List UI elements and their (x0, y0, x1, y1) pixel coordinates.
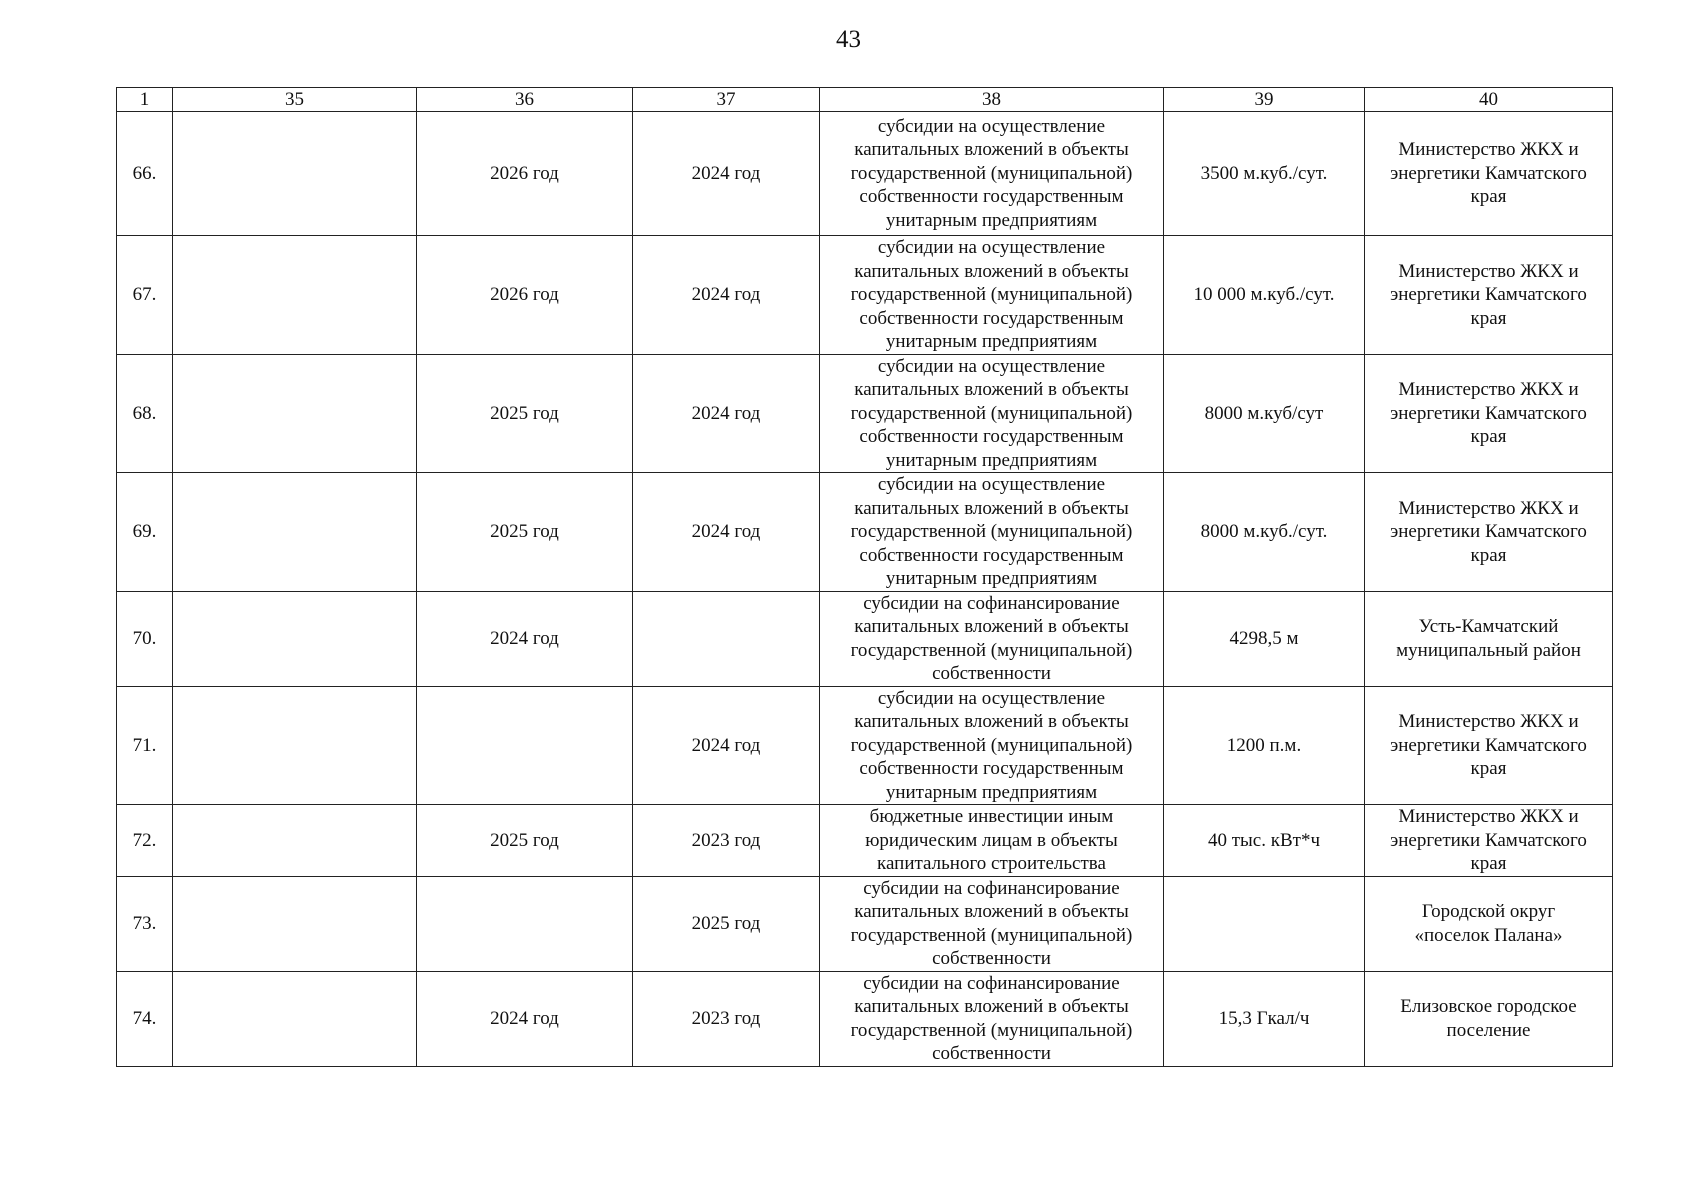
cell-col-39: 1200 п.м. (1164, 686, 1365, 805)
table-row (117, 971, 1613, 1066)
cell-col-39 (1164, 876, 1365, 971)
column-header: 38 (820, 88, 1164, 112)
cell-col-39: 8000 м.куб./сут. (1164, 473, 1365, 592)
cell-col-38: субсидии на осуществление капитальных вложений в объекты государственной (муниципальной) собственности государственным унитарным предприятиям (820, 354, 1164, 473)
cell-col-35 (173, 591, 417, 686)
cell-col-40: Министерство ЖКХ и энергетики Камчатского края (1365, 112, 1613, 236)
cell-col-36: 2026 год (417, 112, 633, 236)
cell-col-36: 2024 год (417, 591, 633, 686)
cell-col-39: 4298,5 м (1164, 591, 1365, 686)
column-header: 36 (417, 88, 633, 112)
cell-col-38: субсидии на софинансирование капитальных вложений в объекты государственной (муниципальной) собственности (820, 591, 1164, 686)
cell-col-36: 2026 год (417, 236, 633, 355)
cell-col-35 (173, 805, 417, 877)
cell-col-37: 2024 год (633, 354, 820, 473)
row-number: 68. (117, 354, 173, 473)
cell-col-35 (173, 971, 417, 1066)
cell-col-39: 40 тыс. кВт*ч (1164, 805, 1365, 877)
cell-col-40: Министерство ЖКХ и энергетики Камчатского края (1365, 236, 1613, 355)
page-number: 43 (836, 26, 861, 53)
table-row (117, 354, 1613, 473)
row-number: 69. (117, 473, 173, 592)
cell-col-36 (417, 876, 633, 971)
cell-col-35 (173, 876, 417, 971)
cell-col-37: 2024 год (633, 686, 820, 805)
cell-col-37: 2023 год (633, 805, 820, 877)
cell-col-39: 10 000 м.куб./сут. (1164, 236, 1365, 355)
cell-col-37 (633, 591, 820, 686)
cell-col-40: Городской округ «поселок Палана» (1365, 876, 1613, 971)
cell-col-36: 2025 год (417, 354, 633, 473)
row-number: 66. (117, 112, 173, 236)
row-number: 70. (117, 591, 173, 686)
cell-col-37: 2025 год (633, 876, 820, 971)
column-header: 1 (117, 88, 173, 112)
cell-col-38: субсидии на осуществление капитальных вложений в объекты государственной (муниципальной) собственности государственным унитарным предприятиям (820, 686, 1164, 805)
cell-col-36: 2025 год (417, 805, 633, 877)
cell-col-40: Министерство ЖКХ и энергетики Камчатского края (1365, 686, 1613, 805)
cell-col-35 (173, 236, 417, 355)
cell-col-36 (417, 686, 633, 805)
cell-col-35 (173, 354, 417, 473)
cell-col-36: 2025 год (417, 473, 633, 592)
cell-col-40: Усть-Камчатский муниципальный район (1365, 591, 1613, 686)
cell-col-40: Министерство ЖКХ и энергетики Камчатского края (1365, 473, 1613, 592)
cell-col-38: субсидии на осуществление капитальных вложений в объекты государственной (муниципальной) собственности государственным унитарным предприятиям (820, 112, 1164, 236)
cell-col-39: 8000 м.куб/сут (1164, 354, 1365, 473)
cell-col-38: субсидии на осуществление капитальных вложений в объекты государственной (муниципальной) собственности государственным унитарным предприятиям (820, 473, 1164, 592)
cell-col-40: Министерство ЖКХ и энергетики Камчатского края (1365, 354, 1613, 473)
table-row (117, 112, 1613, 236)
cell-col-39: 15,3 Гкал/ч (1164, 971, 1365, 1066)
cell-col-38: субсидии на осуществление капитальных вложений в объекты государственной (муниципальной) собственности государственным унитарным предприятиям (820, 236, 1164, 355)
cell-col-38: субсидии на софинансирование капитальных вложений в объекты государственной (муниципальной) собственности (820, 971, 1164, 1066)
cell-col-35 (173, 112, 417, 236)
data-table (116, 87, 1613, 1067)
table-row (117, 686, 1613, 805)
cell-col-38: субсидии на софинансирование капитальных вложений в объекты государственной (муниципальной) собственности (820, 876, 1164, 971)
row-number: 72. (117, 805, 173, 877)
column-number-row (117, 88, 1613, 112)
table-row (117, 591, 1613, 686)
column-header: 37 (633, 88, 820, 112)
row-number: 74. (117, 971, 173, 1066)
cell-col-39: 3500 м.куб./сут. (1164, 112, 1365, 236)
cell-col-40: Министерство ЖКХ и энергетики Камчатского края (1365, 805, 1613, 877)
cell-col-36: 2024 год (417, 971, 633, 1066)
cell-col-35 (173, 686, 417, 805)
table-row (117, 473, 1613, 592)
row-number: 73. (117, 876, 173, 971)
row-number: 67. (117, 236, 173, 355)
table-row (117, 876, 1613, 971)
cell-col-37: 2023 год (633, 971, 820, 1066)
cell-col-37: 2024 год (633, 473, 820, 592)
row-number: 71. (117, 686, 173, 805)
cell-col-37: 2024 год (633, 112, 820, 236)
column-header: 39 (1164, 88, 1365, 112)
table-row (117, 805, 1613, 877)
cell-col-38: бюджетные инвестиции иным юридическим лицам в объекты капитального строительства (820, 805, 1164, 877)
cell-col-35 (173, 473, 417, 592)
cell-col-37: 2024 год (633, 236, 820, 355)
table-row (117, 236, 1613, 355)
column-header: 40 (1365, 88, 1613, 112)
column-header: 35 (173, 88, 417, 112)
cell-col-40: Елизовское городское поселение (1365, 971, 1613, 1066)
